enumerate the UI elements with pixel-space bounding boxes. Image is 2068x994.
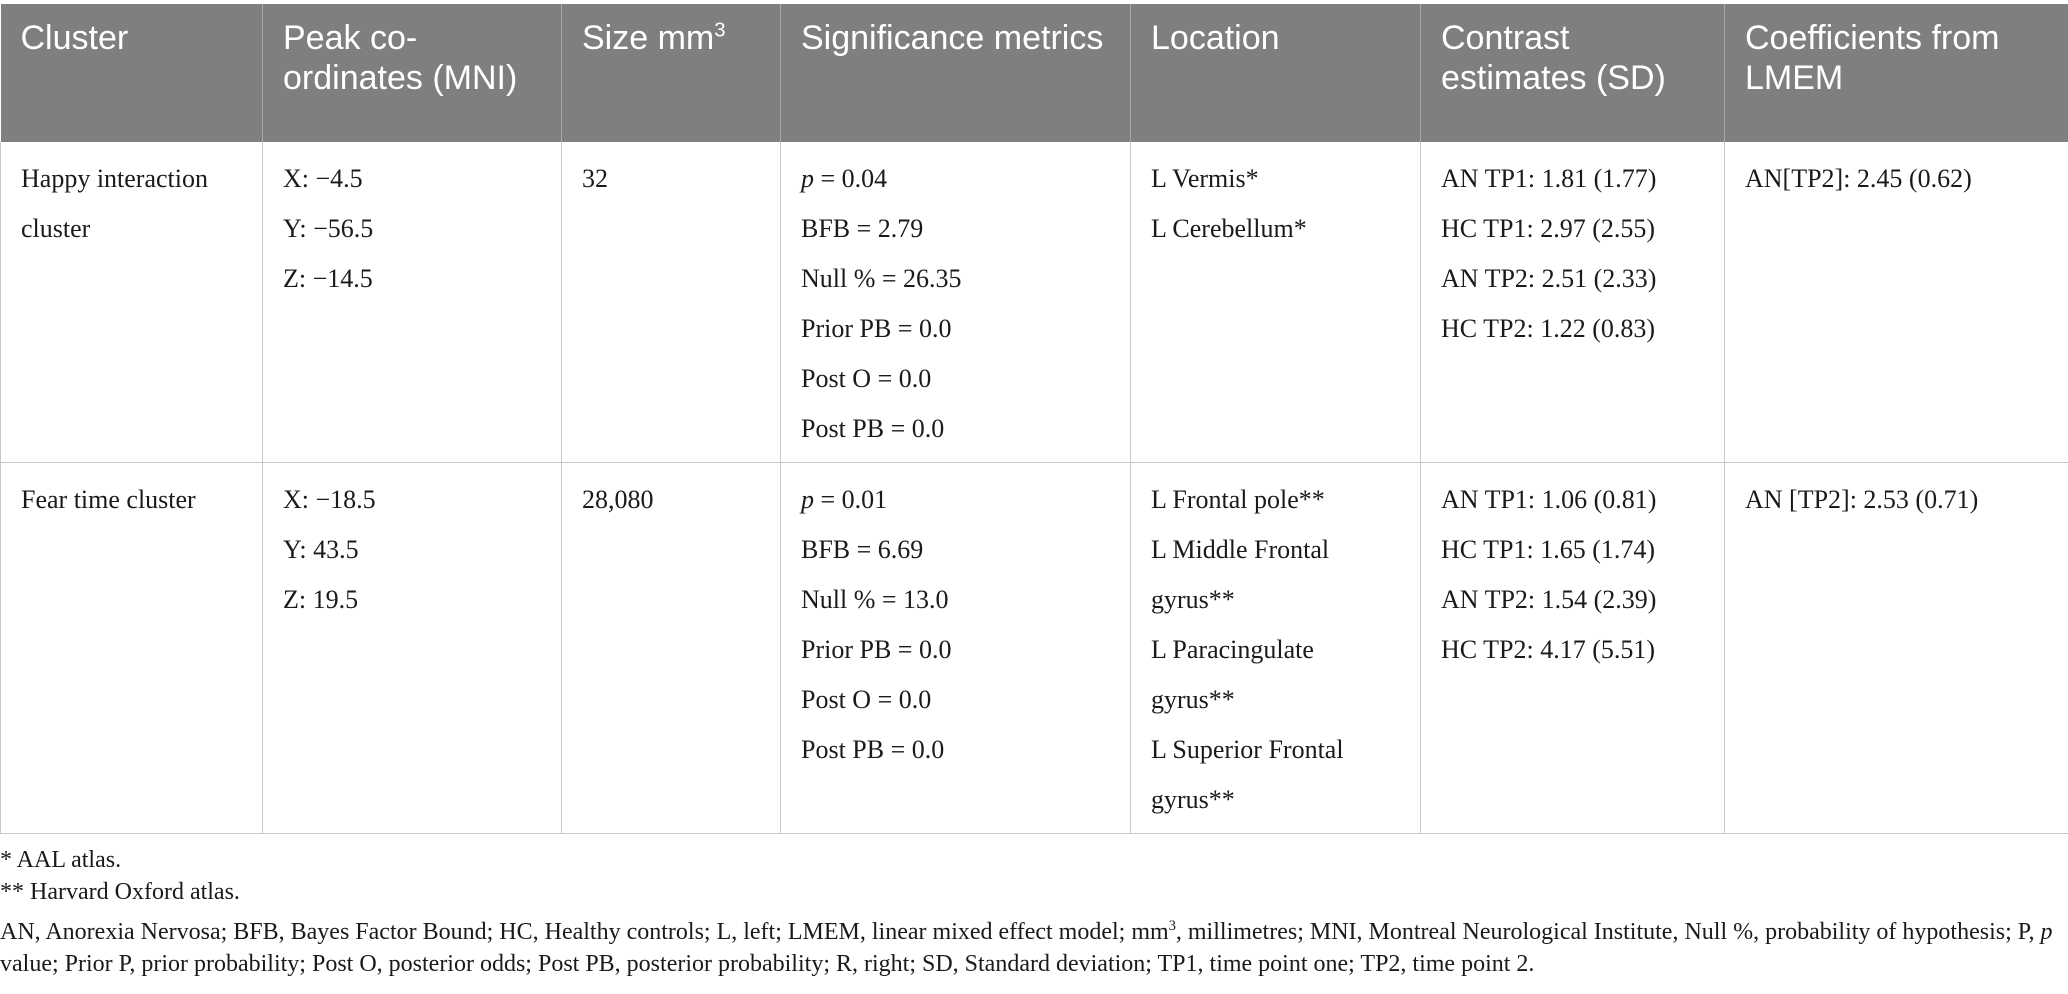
peak-z: Z: 19.5 xyxy=(283,585,359,614)
peak-y: Y: 43.5 xyxy=(283,535,359,564)
header-contrast: Contrast estimates (SD) xyxy=(1421,4,1725,142)
footnote-abbreviations: AN, Anorexia Nervosa; BFB, Bayes Factor Bound; HC, Healthy controls; L, left; LMEM, linear mixed effect model; $mm^3$, millimetres; MNI, Montreal Neurological Institute, Null %, probability of hypothesis; P, p value; Prior P, prior probability; Post O, posterior odds; Post PB, posterior probability; R, right; SD, Standard deviation; TP1, time point one; TP2, time point 2. xyxy=(0,918,2053,977)
coefficient-value: AN [TP2]: 2.53 (0.71) xyxy=(1745,485,1979,514)
cluster-name: Fear time cluster xyxy=(21,485,196,514)
header-peak-coordinates: Peak co-ordinates (MNI) xyxy=(263,4,562,142)
contrast-item: HC TP1: 2.97 (2.55) xyxy=(1441,214,1656,243)
cell-location xyxy=(1131,463,1421,834)
header-cluster: Cluster xyxy=(1,4,263,142)
header-size-superscript: 3 xyxy=(714,19,726,42)
size-value: 32 xyxy=(582,164,608,193)
sig-prior-pb: Prior PB = 0.0 xyxy=(801,314,952,343)
cell-significance xyxy=(781,463,1131,834)
contrast-item: AN TP2: 2.51 (2.33) xyxy=(1441,264,1657,293)
peak-x: X: −4.5 xyxy=(283,164,363,193)
sig-post-o: Post O = 0.0 xyxy=(801,685,932,714)
location-item: L Frontal pole** xyxy=(1151,485,1325,514)
cell-contrast xyxy=(1421,142,1725,463)
sig-p: p = 0.01 xyxy=(801,485,888,514)
location-item: L Cerebellum* xyxy=(1151,214,1307,243)
contrast-item: AN TP2: 1.54 (2.39) xyxy=(1441,585,1657,614)
contrast-item: HC TP1: 1.65 (1.74) xyxy=(1441,535,1656,564)
cell-significance xyxy=(781,142,1131,463)
peak-y: Y: −56.5 xyxy=(283,214,374,243)
footnote-aal: * AAL atlas. xyxy=(0,847,122,873)
peak-z: Z: −14.5 xyxy=(283,264,373,293)
sig-bfb: BFB = 6.69 xyxy=(801,535,924,564)
header-coefficients: Coefficients from LMEM xyxy=(1725,4,2068,142)
header-row xyxy=(1,4,2068,142)
sig-bfb: BFB = 2.79 xyxy=(801,214,924,243)
cell-location xyxy=(1131,142,1421,463)
sig-null: Null % = 26.35 xyxy=(801,264,962,293)
header-location: Location xyxy=(1131,4,1421,142)
cell-peak xyxy=(263,142,562,463)
location-item: L Middle Frontal gyrus** xyxy=(1151,535,1330,614)
cell-coefficients xyxy=(1725,463,2068,834)
location-item: L Superior Frontal gyrus** xyxy=(1151,735,1344,814)
sig-post-o: Post O = 0.0 xyxy=(801,364,932,393)
header-significance: Significance metrics xyxy=(781,4,1131,142)
sig-null: Null % = 13.0 xyxy=(801,585,949,614)
cell-size xyxy=(562,142,781,463)
location-item: L Vermis* xyxy=(1151,164,1259,193)
location-item: L Paracingulate gyrus** xyxy=(1151,635,1314,714)
coefficient-value: AN[TP2]: 2.45 (0.62) xyxy=(1745,164,1972,193)
table-row xyxy=(1,463,2068,834)
cell-peak xyxy=(263,463,562,834)
header-size: Size $mm^3$ xyxy=(562,4,781,142)
sig-p: p = 0.04 xyxy=(801,164,888,193)
sig-prior-pb: Prior PB = 0.0 xyxy=(801,635,952,664)
cell-cluster xyxy=(1,142,263,463)
size-value: 28,080 xyxy=(582,485,654,514)
cell-contrast xyxy=(1421,463,1725,834)
footnote-harvard: ** Harvard Oxford atlas. xyxy=(0,879,240,905)
cell-coefficients xyxy=(1725,142,2068,463)
contrast-item: HC TP2: 1.22 (0.83) xyxy=(1441,314,1656,343)
table-footnotes xyxy=(0,844,2068,980)
cell-size xyxy=(562,463,781,834)
results-table xyxy=(0,4,2068,834)
sig-post-pb: Post PB = 0.0 xyxy=(801,735,945,764)
contrast-item: HC TP2: 4.17 (5.51) xyxy=(1441,635,1656,664)
peak-x: X: −18.5 xyxy=(283,485,376,514)
cluster-name: Happy interaction cluster xyxy=(21,164,208,243)
sig-post-pb: Post PB = 0.0 xyxy=(801,414,945,443)
contrast-item: AN TP1: 1.06 (0.81) xyxy=(1441,485,1657,514)
table-row xyxy=(1,142,2068,463)
cell-cluster xyxy=(1,463,263,834)
contrast-item: AN TP1: 1.81 (1.77) xyxy=(1441,164,1657,193)
